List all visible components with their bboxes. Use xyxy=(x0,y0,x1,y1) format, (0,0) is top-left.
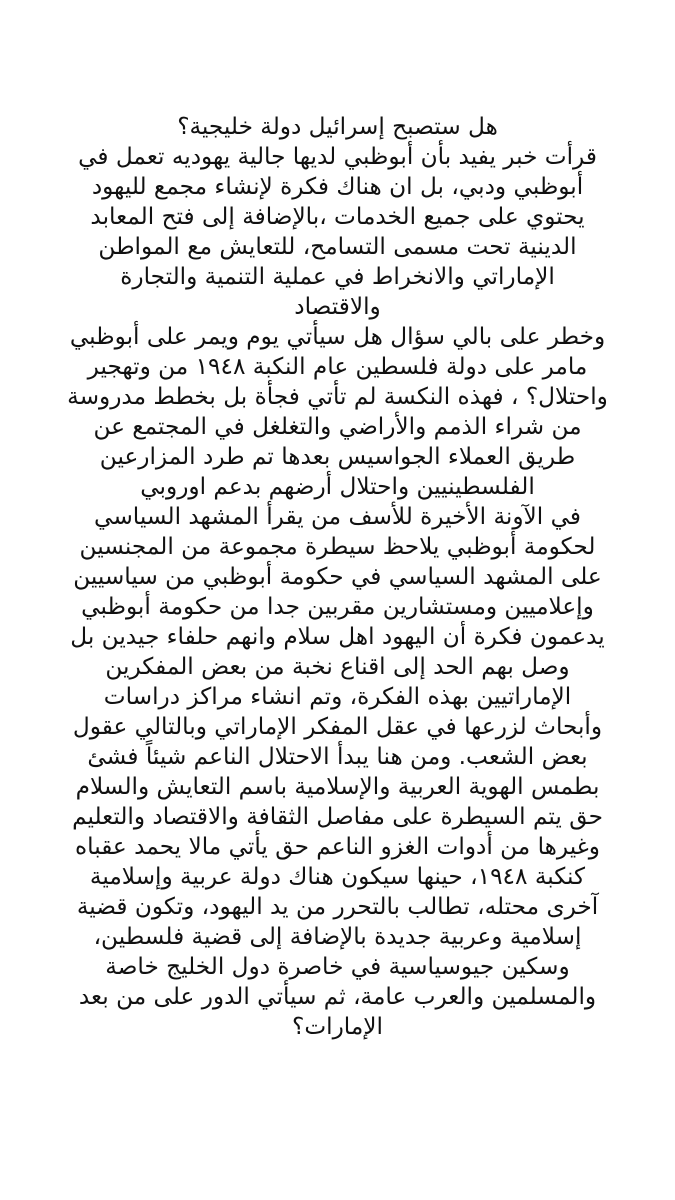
text-line: بطمس الهوية العربية والإسلامية باسم التعايش والسلام xyxy=(75,773,600,800)
text-line: والمسلمين والعرب عامة، ثم سيأتي الدور على من بعد xyxy=(78,983,597,1010)
post-text-block xyxy=(18,112,657,1042)
text-line: مامر على دولة فلسطين عام النكبة ١٩٤٨ من وتهجير xyxy=(87,353,588,380)
text-line: بعض الشعب. ومن هنا يبدأ الاحتلال الناعم شيئاً فشئ xyxy=(87,743,588,770)
text-line: وغيرها من أدوات الغزو الناعم حق يأتي مالا يحمد عقباه xyxy=(74,833,601,860)
text-line: يحتوي على جميع الخدمات ،بالإضافة إلى فتح المعابد xyxy=(90,203,585,230)
text-line: وسكين جيوسياسية في خاصرة دول الخليج خاصة xyxy=(105,953,570,980)
text-line: الدينية تحت مسمى التسامح، للتعايش مع المواطن xyxy=(98,233,577,260)
text-line: وإعلاميين ومستشارين مقربين جدا من حكومة أبوظبي xyxy=(81,593,594,620)
text-line: أبوظبي ودبي، بل ان هناك فكرة لإنشاء مجمع لليهود xyxy=(91,173,584,200)
text-line: الإماراتي والانخراط في عملية التنمية والتجارة xyxy=(120,263,555,290)
text-line: واحتلال؟ ، فهذه النكسة لم تأتي فجأة بل بخطط مدروسة xyxy=(67,383,608,410)
text-line: إسلامية وعربية جديدة بالإضافة إلى قضية فلسطين، xyxy=(93,923,582,950)
text-line: الفلسطينيين واحتلال أرضهم بدعم اوروبي xyxy=(140,473,535,500)
text-line: كنكبة ١٩٤٨، حينها سيكون هناك دولة عربية وإسلامية xyxy=(89,863,586,890)
text-line: على المشهد السياسي في حكومة أبوظبي من سياسيين xyxy=(73,563,602,590)
text-line: في الآونة الأخيرة للأسف من يقرأ المشهد السياسي xyxy=(94,503,581,530)
text-line: حق يتم السيطرة على مفاصل الثقافة والاقتصاد والتعليم xyxy=(72,803,603,830)
text-line: الإماراتيين بهذه الفكرة، وتم انشاء مراكز دراسات xyxy=(103,683,572,710)
text-line: والاقتصاد xyxy=(294,293,381,320)
text-line: آخرى محتله، تطالب بالتحرر من يد اليهود، وتكون قضية xyxy=(76,893,599,920)
post-title: هل ستصبح إسرائيل دولة خليجية؟ xyxy=(177,113,498,140)
text-line: وأبحاث لزرعها في عقل المفكر الإماراتي وبالتالي عقول xyxy=(72,713,603,740)
text-line: الإمارات؟ xyxy=(292,1013,383,1040)
text-line: يدعمون فكرة أن اليهود اهل سلام وانهم حلفاء جيدين بل xyxy=(70,623,605,650)
text-line: لحكومة أبوظبي يلاحظ سيطرة مجموعة من المجنسين xyxy=(79,533,596,560)
text-line: من شراء الذمم والأراضي والتغلغل في المجتمع عن xyxy=(93,413,582,440)
text-line: وصل بهم الحد إلى اقناع نخبة من بعض المفكرين xyxy=(105,653,570,680)
text-line: وخطر على بالي سؤال هل سيأتي يوم ويمر على أبوظبي xyxy=(69,323,606,350)
text-line: قرأت خبر يفيد بأن أبوظبي لديها جالية يهوديه تعمل في xyxy=(78,143,597,170)
text-line: طريق العملاء الجواسيس بعدها تم طرد المزارعين xyxy=(99,443,576,470)
